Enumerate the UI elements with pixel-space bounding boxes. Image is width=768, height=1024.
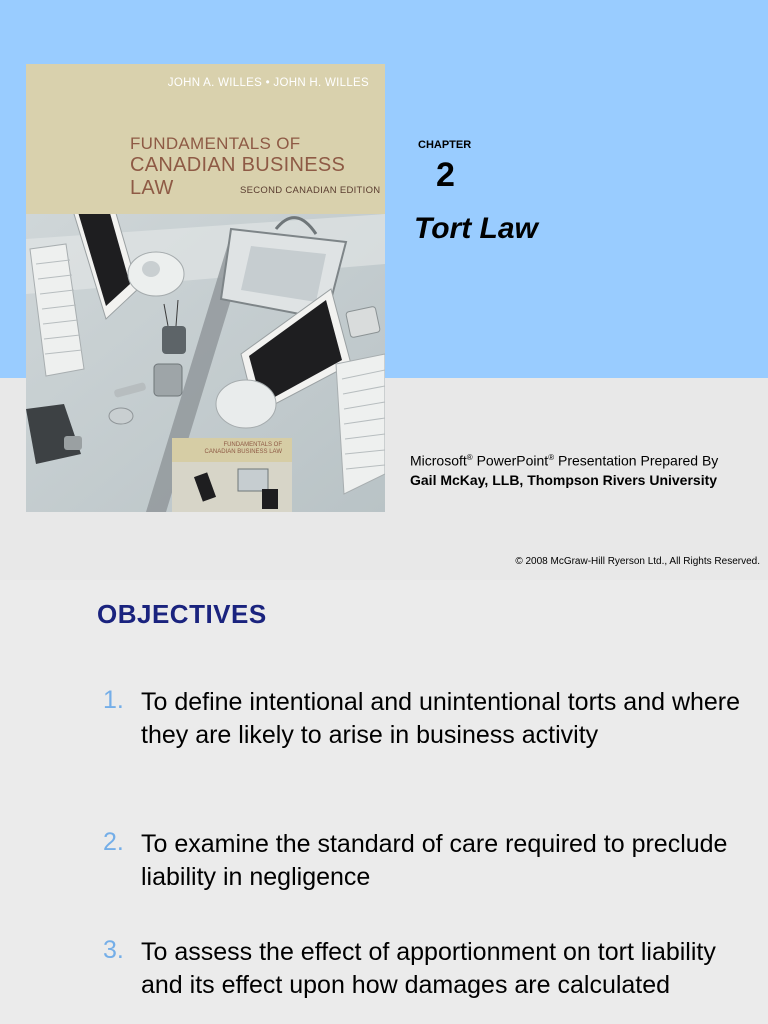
objectives-slide	[0, 580, 768, 1024]
objective-number: 1.	[103, 686, 124, 714]
objectives-title: OBJECTIVES	[97, 599, 267, 629]
presenter-name: Gail McKay, LLB, Thompson Rivers University	[410, 471, 718, 488]
book-cover-image	[26, 64, 385, 512]
objective-text: To assess the effect of apportionment on tort liability and its effect upon how damages are calculated	[141, 938, 716, 999]
registered-mark-2: ®	[548, 453, 555, 462]
book-title-line1: FUNDAMENTALS OF	[130, 134, 301, 153]
chapter-title: Tort Law	[414, 212, 538, 245]
presentation-prepared-text: Presentation Prepared By	[554, 452, 719, 469]
powerpoint-text: PowerPoint	[472, 452, 549, 469]
chapter-label: CHAPTER	[418, 139, 472, 151]
objective-number: 3.	[103, 936, 124, 964]
book-title-line2: CANADIAN BUSINESS LAW	[130, 154, 346, 199]
book-edition: SECOND CANADIAN EDITION	[240, 185, 381, 196]
copyright-notice: © 2008 McGraw-Hill Ryerson Ltd., All Rights Reserved.	[515, 556, 760, 567]
prepared-by-line	[410, 448, 718, 471]
registered-mark-1: ®	[466, 453, 473, 462]
objective-text: To examine the standard of care required to preclude liability in negligence	[141, 830, 728, 891]
book-authors: JOHN A. WILLES • JOHN H. WILLES	[167, 77, 369, 89]
objective-number: 2.	[103, 828, 124, 856]
prepared-by	[410, 448, 718, 490]
chapter-number: 2	[436, 156, 455, 194]
mini-book-title: FUNDAMENTALS OF CANADIAN BUSINESS LAW	[204, 442, 282, 455]
microsoft-text: Microsoft	[410, 452, 467, 469]
objective-text: To define intentional and unintentional torts and where they are likely to arise in business activity	[141, 688, 741, 749]
